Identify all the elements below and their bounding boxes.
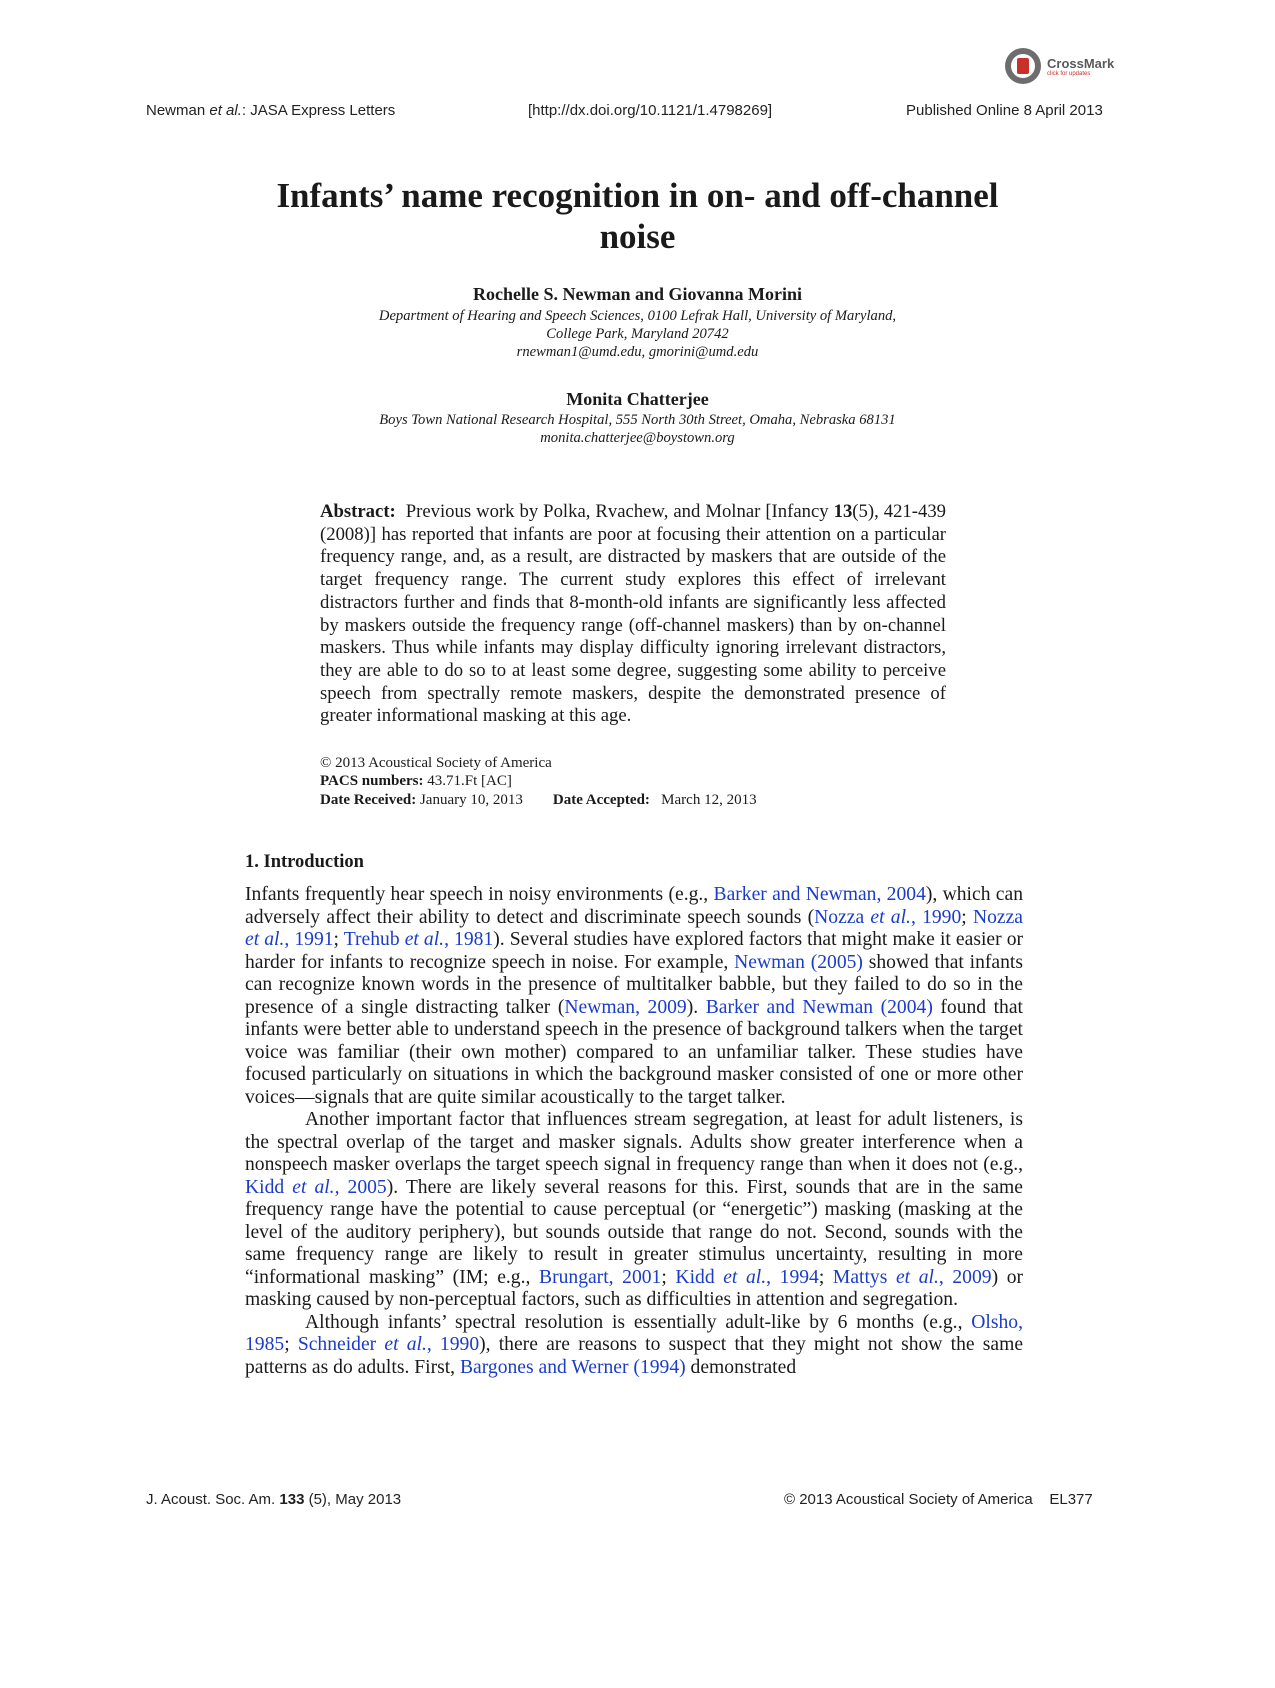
paragraph-2: Another important factor that influences stream segregation, at least for adult listeners, is the spectral overlap of the target and masker signals. Adults show greater interference when a nonspeech masker overlaps the target speech signal in frequency range than when it does not (e.g., Kidd et al., 2005). There are likely several reasons for this. First, sounds that are in the same frequency range have the potential to cause perceptual (or “energetic”) masking (masking at the level of the auditory periphery), but sounds outside that range do not. Second, sounds with the same frequency range are likely to result in greater stimulus uncertainty, resulting in more “informational masking” (IM; e.g., Brungart, 2001; Kidd et al., 1994; Mattys et al., 2009) or masking caused by non-perceptual factors, such as difficulties in attention and segregation. — [245, 1109, 1024, 1310]
citation-link[interactable]: Trehub et al., 1981 — [343, 929, 494, 950]
crossmark-title: CrossMark — [1047, 55, 1115, 71]
running-header-journal: Newman et al.: JASA Express Letters — [146, 102, 396, 119]
citation-link[interactable]: Schneider et al., 1990 — [297, 1334, 480, 1355]
running-header-published: Published Online 8 April 2013 — [906, 102, 1103, 119]
affiliation-2: Boys Town National Research Hospital, 555 North 30th Street, Omaha, Nebraska 68131 monita.chatterjee@boystown.org — [200, 411, 1075, 447]
footer-copyright: © 2013 Acoustical Society of America EL377 — [784, 1491, 1093, 1508]
copyright-line: © 2013 Acoustical Society of America — [320, 755, 552, 771]
author-emails-1[interactable]: rnewman1@umd.edu, gmorini@umd.edu — [516, 344, 759, 360]
citation-link[interactable]: Olsho, 1985 — [245, 1311, 1023, 1355]
citation-link[interactable]: Kidd et al., 2005 — [245, 1176, 387, 1198]
citation-link[interactable]: Bargones and Werner (1994) — [459, 1356, 686, 1378]
pacs-line: PACS numbers: 43.71.Ft [AC] — [320, 773, 512, 789]
citation-link[interactable]: Mattys et al., 2009 — [832, 1266, 992, 1288]
citation-link[interactable]: Barker and Newman, 2004 — [713, 884, 926, 905]
page-number: EL377 — [1049, 1491, 1093, 1508]
section-heading-introduction: 1. Introduction — [245, 852, 364, 872]
citation-link[interactable]: Newman (2005) — [734, 951, 863, 973]
citation-link[interactable]: Nozza et al., 1990 — [814, 906, 962, 928]
affiliation-1: Department of Hearing and Speech Sciences, 0100 Lefrak Hall, University of Maryland, College Park, Maryland 20742 rnewman1@umd.edu, gmorini@umd.edu — [200, 307, 1075, 361]
crossmark-badge[interactable] — [1005, 46, 1115, 86]
citation-link[interactable]: Barker and Newman (2004) — [705, 996, 933, 1018]
footer-journal-citation: J. Acoust. Soc. Am. 133 (5), May 2013 — [146, 1491, 402, 1508]
article-title: Infants’ name recognition in on- and off-channel noise — [276, 176, 999, 256]
citation-link[interactable]: Kidd et al., 1994 — [675, 1266, 819, 1288]
abstract: Abstract: Previous work by Polka, Rvachew, and Molnar [Infancy 13(5), 421-439 (2008)] has reported that infants are poor at focusing their attention on a particular frequency range, and, as a result, are distracted by maskers that are outside of the target frequency range. The current study explores this effect of irrelevant distractors further and finds that 8-month-old infants are significantly less affected by maskers outside the frequency range (off-channel maskers) than by on-channel maskers. Thus while infants may display difficulty ignoring irrelevant distractors, they are able to do so to at least some degree, suggesting some ability to perceive speech from spectrally remote maskers, despite the demonstrated presence of greater informational masking at this age. — [320, 501, 947, 727]
dates-line: Date Received: January 10, 2013 Date Accepted: March 12, 2013 — [320, 792, 757, 808]
running-header-doi[interactable]: [http://dx.doi.org/10.1121/1.4798269] — [528, 102, 773, 119]
paragraph-1: Infants frequently hear speech in noisy environments (e.g., Barker and Newman, 2004), which can adversely affect their ability to detect and discriminate speech sounds (Nozza et al., 1990; Nozza et al., 1991; Trehub et al., 1981). Several studies have explored factors that might make it easier or harder for infants to recognize speech in noise. For example, Newman (2005) showed that infants can recognize known words in the presence of multitalker babble, but they failed to do so in the presence of a single distracting talker (Newman, 2009). Barker and Newman (2004) found that infants were better able to understand speech in the presence of background talkers when the target voice was familiar (their own mother) compared to an unfamiliar talker. These studies have focused particularly on situations in which the background masker consisted of one or more other voices—signals that are quite similar acoustically to the target talker. — [245, 884, 1024, 1108]
abstract-label: Abstract: — [320, 501, 396, 522]
author-names-1: Rochelle S. Newman and Giovanna Morini — [472, 284, 803, 304]
introduction-body — [245, 884, 1023, 1379]
paragraph-3: Although infants’ spectral resolution is essentially adult-like by 6 months (e.g., Olsho, 1985; Schneider et al., 1990), there are reasons to suspect that they might not show the same patterns as do adults. First, Bargones and Werner (1994) demonstrated — [245, 1311, 1024, 1378]
author-emails-2[interactable]: monita.chatterjee@boystown.org — [540, 430, 735, 446]
citation-link[interactable]: Nozza et al., 1991 — [245, 906, 1023, 950]
citation-link[interactable]: Newman, 2009 — [564, 996, 687, 1018]
crossmark-icon — [1005, 48, 1041, 84]
author-names-2: Monita Chatterjee — [566, 389, 709, 409]
citation-link[interactable]: Brungart, 2001 — [539, 1266, 662, 1288]
crossmark-subtitle: click for updates — [1047, 70, 1091, 77]
